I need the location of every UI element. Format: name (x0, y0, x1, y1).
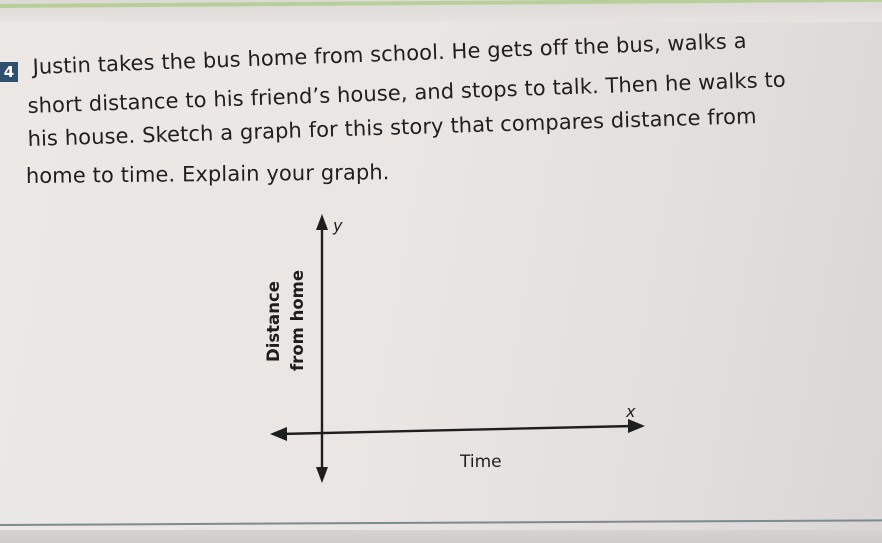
page-bottom-edge (0, 530, 882, 543)
problem-line-2: short distance to his friend’s house, and stops to talk. Then he walks to (27, 67, 787, 118)
x-axis-line (280, 426, 634, 434)
x-axis-arrow-left (270, 427, 287, 441)
x-axis-label: Time (460, 452, 502, 472)
y-axis-label-line2: from home (288, 269, 307, 371)
y-axis-arrow-down (316, 467, 328, 483)
y-axis-label-line1: Distance (264, 281, 283, 362)
problem-line-1: Justin takes the bus home from school. He gets off the bus, walks a (32, 28, 747, 79)
x-axis-arrow-right (628, 419, 645, 433)
y-axis-arrow-up (316, 214, 328, 230)
y-axis-letter: y (333, 216, 343, 235)
x-axis-letter: x (626, 402, 636, 421)
problem-number-badge: 4 (0, 62, 18, 82)
problem-line-4: home to time. Explain your graph. (25, 160, 390, 188)
problem-line-3: his house. Sketch a graph for this story that compares distance from (27, 104, 757, 151)
